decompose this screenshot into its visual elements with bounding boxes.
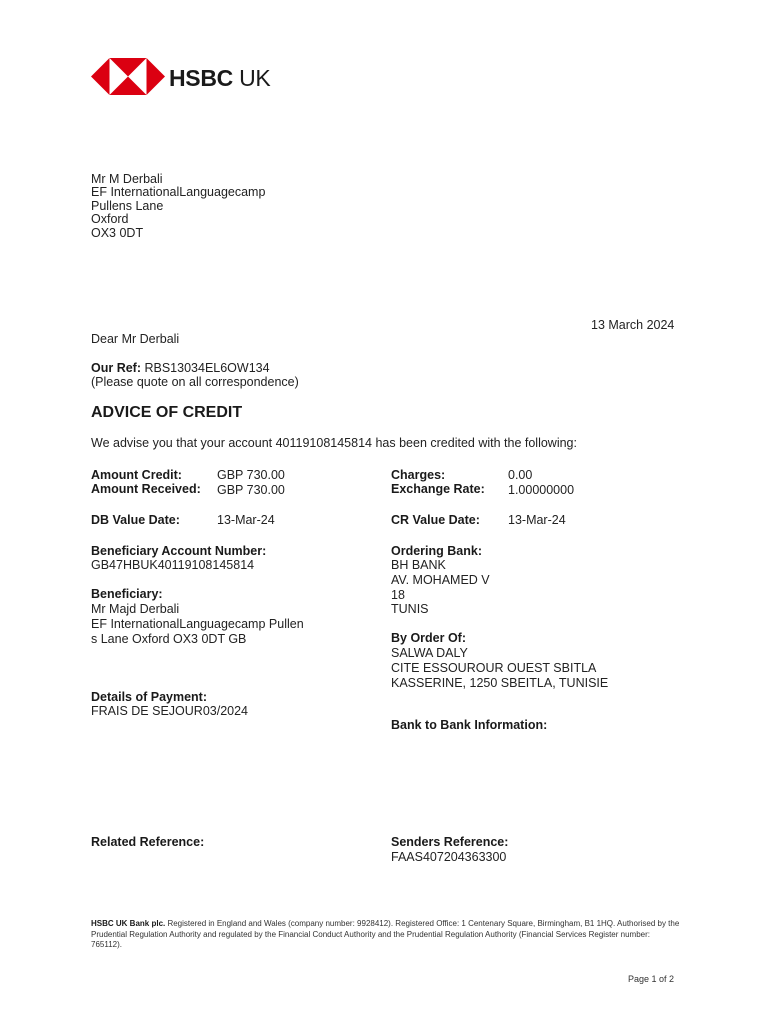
letter-date: 13 March 2024 [591,318,675,332]
cr-value-date-label: CR Value Date: [391,513,480,527]
salutation: Dear Mr Derbali [91,332,180,346]
by-order-of-line: CITE ESSOUROUR OUEST SBITLA [391,661,597,675]
bank-to-bank-label: Bank to Bank Information: [391,718,548,732]
cr-value-date: 13-Mar-24 [508,513,566,527]
amount-credit-value: GBP 730.00 [217,468,285,482]
db-value-date: 13-Mar-24 [217,513,275,527]
recipient-address [91,173,265,240]
senders-reference-label: Senders Reference: [391,835,509,849]
ordering-bank-line: AV. MOHAMED V [391,573,490,587]
amount-received-label: Amount Received: [91,482,201,496]
footer-text: Registered in England and Wales (company number: 9928412). Registered Office: 1 Centenary Square, Birmingham, B1 1HQ. Authorised by the Prudential Regulation Authority and regulated by the Financial Conduct Authority and the Prudential Regulation Authority (Financial Services Register number: 765112). [91,919,680,949]
by-order-of-line: SALWA DALY [391,646,468,660]
amount-received-value: GBP 730.00 [217,483,285,497]
charges-label: Charges: [391,468,446,482]
by-order-of-label: By Order Of: [391,631,467,645]
hsbc-logo [91,58,271,98]
ordering-bank-line: TUNIS [391,602,429,616]
beneficiary-account-value: GB47HBUK40119108145814 [91,558,255,572]
amount-credit-label: Amount Credit: [91,468,182,482]
legal-footer [91,919,681,951]
our-ref-value: RBS13034EL6OW134 [144,361,270,375]
ordering-bank-line: BH BANK [391,558,446,572]
page-number: Page 1 of 2 [628,974,675,984]
hsbc-hexagon-logo-icon [91,58,165,95]
ordering-bank-label: Ordering Bank: [391,544,482,558]
address-line: EF InternationalLanguagecamp [91,185,266,200]
beneficiary-line: s Lane Oxford OX3 0DT GB [91,632,247,646]
senders-reference-value: FAAS407204363300 [391,850,507,864]
related-reference-label: Related Reference: [91,835,205,849]
our-ref [91,361,270,376]
beneficiary-line: EF InternationalLanguagecamp Pullen [91,617,304,631]
our-ref-note: (Please quote on all correspondence) [91,375,299,389]
ordering-bank-line: 18 [391,588,405,602]
document-title: ADVICE OF CREDIT [91,404,243,421]
beneficiary-account-label: Beneficiary Account Number: [91,544,267,558]
brand-name-bold: HSBC [169,65,233,91]
details-of-payment-label: Details of Payment: [91,690,208,704]
address-line: Oxford [91,212,129,227]
our-ref-label: Our Ref: [91,361,141,375]
address-line: Mr M Derbali [91,172,163,186]
beneficiary-line: Mr Majd Derbali [91,602,180,616]
exchange-rate-label: Exchange Rate: [391,482,485,496]
address-line: Pullens Lane [91,198,164,213]
by-order-of-line: KASSERINE, 1250 SBEITLA, TUNISIE [391,676,609,690]
intro-text: We advise you that your account 40119108145814 has been credited with the following: [91,436,577,450]
brand-name-regular: UK [239,65,271,91]
details-of-payment-value: FRAIS DE SEJOUR03/2024 [91,704,249,718]
footer-company: HSBC UK Bank plc. [91,919,166,928]
beneficiary-label: Beneficiary: [91,587,163,601]
exchange-rate-value: 1.00000000 [508,483,575,497]
db-value-date-label: DB Value Date: [91,513,180,527]
brand-wordmark [169,64,270,92]
address-line: OX3 0DT [91,225,144,240]
charges-value: 0.00 [508,468,533,482]
